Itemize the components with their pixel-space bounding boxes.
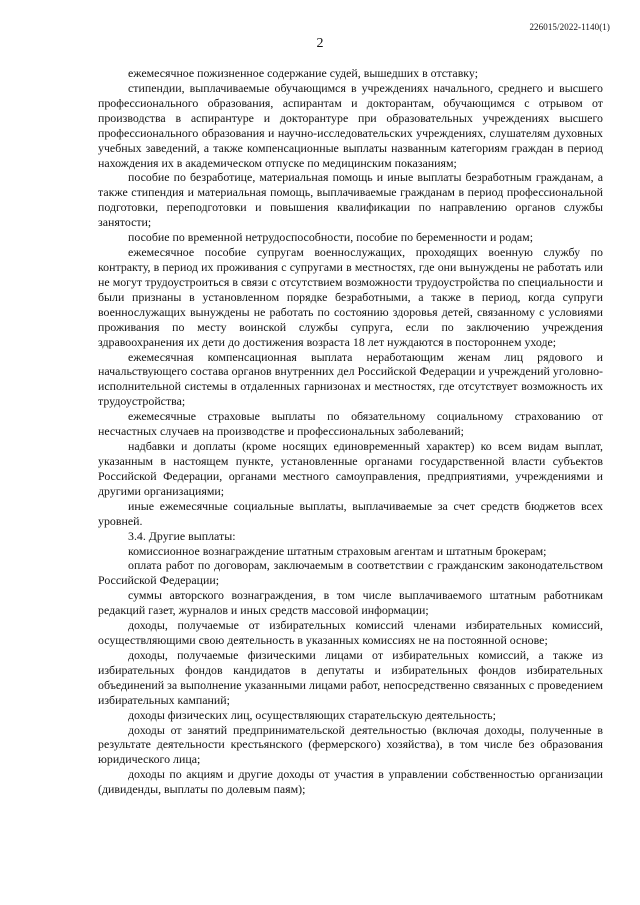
paragraph-entrepreneurship: доходы от занятий предпринимательской деятельностью (включая доходы, полученные в результате деятельности крестьянского (фермерского) хозяйства), в том числе без образования юридического лица; [98,722,603,767]
paragraph-contracts: оплата работ по договорам, заключаемым в соответствии с гражданским законодательством Российской Федерации; [98,558,603,588]
paragraph-dividends: доходы по акциям и другие доходы от участия в управлении собственностью организации (дивиденды, выплаты по долевым паям); [98,767,603,797]
document-number: 226015/2022-1140(1) [529,22,610,32]
paragraph-judges-allowance: ежемесячное пожизненное содержание судей, вышедших в отставку; [128,66,479,80]
paragraph-unemployment-benefit: пособие по безработице, материальная помощь и иные выплаты безработным гражданам, а также стипендия и материальная помощь, выплачиваемые гражданам в период профессиональной подготовки, переподготовки и повышения квалификации по направлению органов службы занятости; [98,170,603,230]
paragraph-military-spouses: ежемесячное пособие супругам военнослужащих, проходящих военную службу по контракту, в период их проживания с супругами в местностях, где они вынуждены не работать или не могут трудоустроиться в связи с отсутствием возможности трудоустройства по специальности и были признаны в установленном порядке безработными, а также в период, когда супруги военнослужащих вынуждены не работать по состоянию здоровья детей, связанному с условиями проживания по месту воинской службы супруга, если по заключению учреждения здравоохранения их дети до достижения возраста 18 лет нуждаются в постороннем уходе; [98,245,603,349]
section-heading-other-payments: 3.4. Другие выплаты: [128,528,236,543]
paragraph-commission: комиссионное вознаграждение штатным страховым агентам и штатным брокерам; [128,543,547,558]
document-body [98,66,603,797]
page-number: 2 [316,36,324,51]
paragraph-compensation-wives: ежемесячная компенсационная выплата неработающим женам лиц рядового и начальствующего состава органов внутренних дел Российской Федерации и учреждений уголовно-исполнительной системы в отдаленных гарнизонах и местностях, где отсутствует возможность их трудоустройства; [98,349,603,409]
paragraph-election-funds: доходы, получаемые физическими лицами от избирательных комиссий, а также из избирательных фондов кандидатов в депутаты и избирательных фондов избирательных объединений за выполнение указанными лицами работ, непосредственно связанных с проведением избирательных кампаний; [98,647,603,707]
paragraph-allowances: надбавки и доплаты (кроме носящих единовременный характер) ко всем видам выплат, указанным в настоящем пункте, установленные органами государственной власти субъектов Российской Федерации, органами местного самоуправления, предприятиями, учреждениями и другими организациями; [98,439,603,498]
paragraph-royalties: суммы авторского вознаграждения, в том числе выплачиваемого штатным работникам редакций газет, журналов и иных средств массовой информации; [98,588,603,618]
paragraph-stipends: стипендии, выплачиваемые обучающимся в учреждениях начального, среднего и высшего профессионального образования, аспирантам и докторантам, обучающимся с отрывом от производства в аспирантуре и докторантуре при образовательных учреждениях высшего профессионального образования и научно-исследовательских учреждениях, слушателям духовных учебных заведений, а также компенсационные выплаты названным категориям граждан в период нахождения их в академическом отпуске по медицинским показаниям; [98,80,603,170]
paragraph-insurance-payments: ежемесячные страховые выплаты по обязательному социальному страхованию от несчастных случаев на производстве и профессиональных заболеваний; [98,409,603,439]
paragraph-prospecting: доходы физических лиц, осуществляющих старательскую деятельность; [128,707,496,722]
paragraph-election-members: доходы, получаемые от избирательных комиссий членами избирательных комиссий, осуществляющими свою деятельность в указанных комиссиях не на постоянной основе; [98,618,603,648]
paragraph-disability-maternity: пособие по временной нетрудоспособности, пособие по беременности и родам; [128,230,534,245]
paragraph-other-social: иные ежемесячные социальные выплаты, выплачиваемые за счет средств бюджетов всех уровней. [98,498,603,528]
